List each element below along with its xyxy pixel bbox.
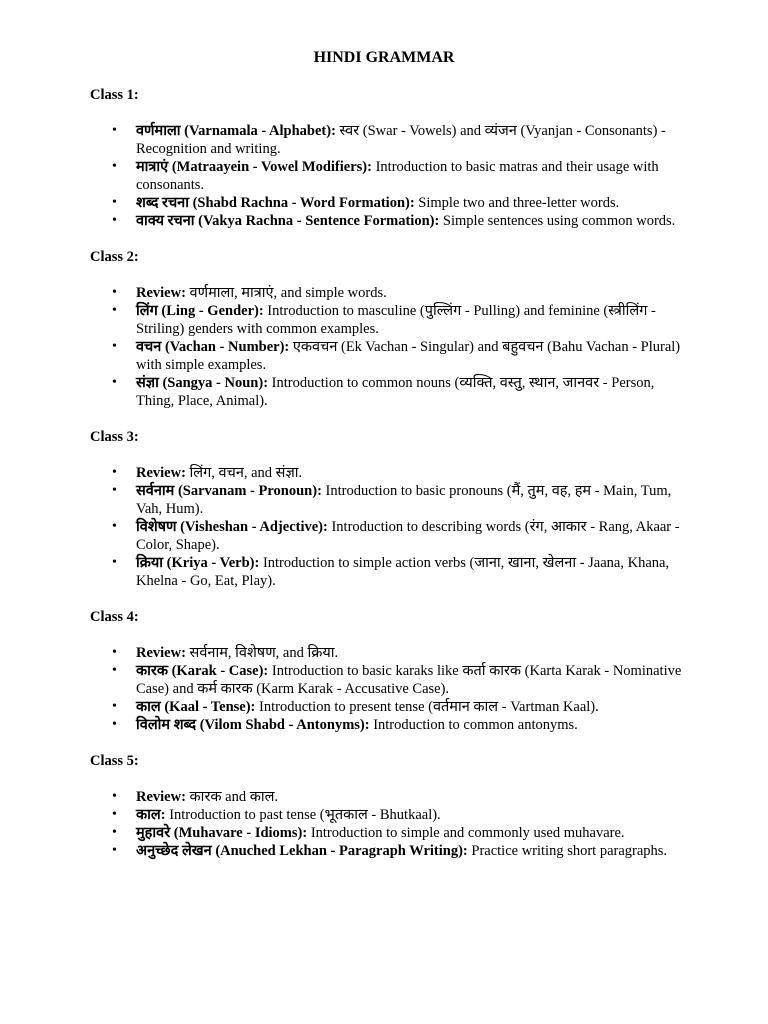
bullet-icon: • [112, 195, 117, 210]
topic-description: लिंग, वचन, and संज्ञा. [185, 465, 303, 481]
bullet-icon: • [112, 483, 117, 498]
topic-term: वाक्य रचना (Vakya Rachna - Sentence Formation): [136, 213, 440, 229]
topic-term: संज्ञा (Sangya - Noun): [136, 375, 269, 391]
topic-term: मात्राएं (Matraayein - Vowel Modifiers): [136, 159, 372, 175]
list-item [90, 338, 690, 374]
topic-description: सर्वनाम, विशेषण, and क्रिया. [185, 645, 339, 661]
class-section-3 [90, 428, 690, 590]
class-section-5 [90, 752, 690, 860]
bullet-icon: • [112, 789, 117, 804]
bullet-icon: • [112, 807, 117, 822]
bullet-icon: • [112, 717, 117, 732]
document-body [90, 86, 690, 878]
topic-description: Introduction to common antonyms. [369, 717, 578, 733]
list-item [90, 122, 690, 158]
class-heading: Class 3: [90, 429, 139, 445]
list-item [90, 212, 690, 230]
topic-description: Introduction to common nouns (व्यक्ति, वस्तु, स्थान, जानवर - Person, Thing, Place, Animal). [136, 375, 655, 409]
class-heading: Class 5: [90, 753, 139, 769]
bullet-icon: • [112, 555, 117, 570]
list-item [90, 824, 690, 842]
class-section-4 [90, 608, 690, 734]
class-heading: Class 4: [90, 609, 139, 625]
topic-term: Review: [136, 789, 186, 805]
topic-term: Review: [136, 465, 186, 481]
list-item [90, 554, 690, 590]
bullet-icon: • [112, 339, 117, 354]
topic-term: काल (Kaal - Tense): [136, 699, 256, 715]
bullet-icon: • [112, 699, 117, 714]
bullet-icon: • [112, 123, 117, 138]
topic-term: Review: [136, 645, 186, 661]
list-item [90, 518, 690, 554]
topic-description: Introduction to simple action verbs (जाना, खाना, खेलना - Jaana, Khana, Khelna - Go, Eat, Play). [136, 555, 670, 589]
topic-list [90, 644, 690, 734]
list-item [90, 662, 690, 698]
list-item [90, 482, 690, 518]
list-item [90, 788, 690, 806]
topic-description: Practice writing short paragraphs. [467, 843, 668, 859]
topic-term: वर्णमाला (Varnamala - Alphabet): [136, 123, 336, 139]
topic-term: शब्द रचना (Shabd Rachna - Word Formation): [136, 195, 415, 211]
topic-description: Simple sentences using common words. [439, 213, 676, 229]
bullet-icon: • [112, 825, 117, 840]
class-heading: Class 2: [90, 249, 139, 265]
list-item [90, 698, 690, 716]
topic-description: स्वर (Swar - Vowels) and व्यंजन (Vyanjan - Consonants) - Recognition and writing. [136, 123, 666, 157]
class-section-1 [90, 86, 690, 230]
class-heading: Class 1: [90, 87, 139, 103]
topic-description: कारक and काल. [185, 789, 279, 805]
topic-term: क्रिया (Kriya - Verb): [136, 555, 260, 571]
topic-description: Introduction to masculine (पुल्लिंग - Pulling) and feminine (स्त्रीलिंग - Striling) genders with common examples. [136, 303, 656, 337]
topic-description: Simple two and three-letter words. [414, 195, 620, 211]
topic-list [90, 122, 690, 230]
topic-term: विलोम शब्द (Vilom Shabd - Antonyms): [136, 717, 370, 733]
list-item [90, 284, 690, 302]
page-title: HINDI GRAMMAR [313, 49, 455, 66]
topic-term: लिंग (Ling - Gender): [136, 303, 264, 319]
topic-term: वचन (Vachan - Number): [136, 339, 290, 355]
bullet-icon: • [112, 303, 117, 318]
topic-description: Introduction to basic karaks like कर्ता कारक (Karta Karak - Nominative Case) and कर्म कारक (Karm Karak - Accusative Case). [136, 663, 682, 697]
list-item [90, 302, 690, 338]
bullet-icon: • [112, 213, 117, 228]
bullet-icon: • [112, 843, 117, 858]
topic-term: काल: [136, 807, 166, 823]
topic-term: कारक (Karak - Case): [136, 663, 269, 679]
topic-term: विशेषण (Visheshan - Adjective): [136, 519, 328, 535]
list-item [90, 716, 690, 734]
bullet-icon: • [112, 285, 117, 300]
list-item [90, 464, 690, 482]
topic-description: Introduction to describing words (रंग, आकार - Rang, Akaar - Color, Shape). [136, 519, 680, 553]
list-item [90, 806, 690, 824]
class-section-2 [90, 248, 690, 410]
list-item [90, 644, 690, 662]
bullet-icon: • [112, 645, 117, 660]
topic-description: वर्णमाला, मात्राएं, and simple words. [185, 285, 387, 301]
topic-list [90, 464, 690, 590]
topic-description: Introduction to basic matras and their usage with consonants. [136, 159, 659, 193]
topic-list [90, 284, 690, 410]
list-item [90, 194, 690, 212]
bullet-icon: • [112, 663, 117, 678]
topic-term: Review: [136, 285, 186, 301]
list-item [90, 374, 690, 410]
bullet-icon: • [112, 375, 117, 390]
topic-description: Introduction to past tense (भूतकाल - Bhutkaal). [165, 807, 441, 823]
topic-term: मुहावरे (Muhavare - Idioms): [136, 825, 308, 841]
topic-list [90, 788, 690, 860]
bullet-icon: • [112, 519, 117, 534]
topic-term: अनुच्छेद लेखन (Anuched Lekhan - Paragraph Writing): [136, 843, 468, 859]
topic-description: Introduction to present tense (वर्तमान काल - Vartman Kaal). [255, 699, 599, 715]
bullet-icon: • [112, 159, 117, 174]
topic-description: Introduction to simple and commonly used muhavare. [307, 825, 625, 841]
list-item [90, 158, 690, 194]
list-item [90, 842, 690, 860]
topic-description: एकवचन (Ek Vachan - Singular) and बहुवचन (Bahu Vachan - Plural) with simple examples. [136, 339, 681, 373]
topic-description: Introduction to basic pronouns (मैं, तुम, वह, हम - Main, Tum, Vah, Hum). [136, 483, 672, 517]
topic-term: सर्वनाम (Sarvanam - Pronoun): [136, 483, 322, 499]
bullet-icon: • [112, 465, 117, 480]
